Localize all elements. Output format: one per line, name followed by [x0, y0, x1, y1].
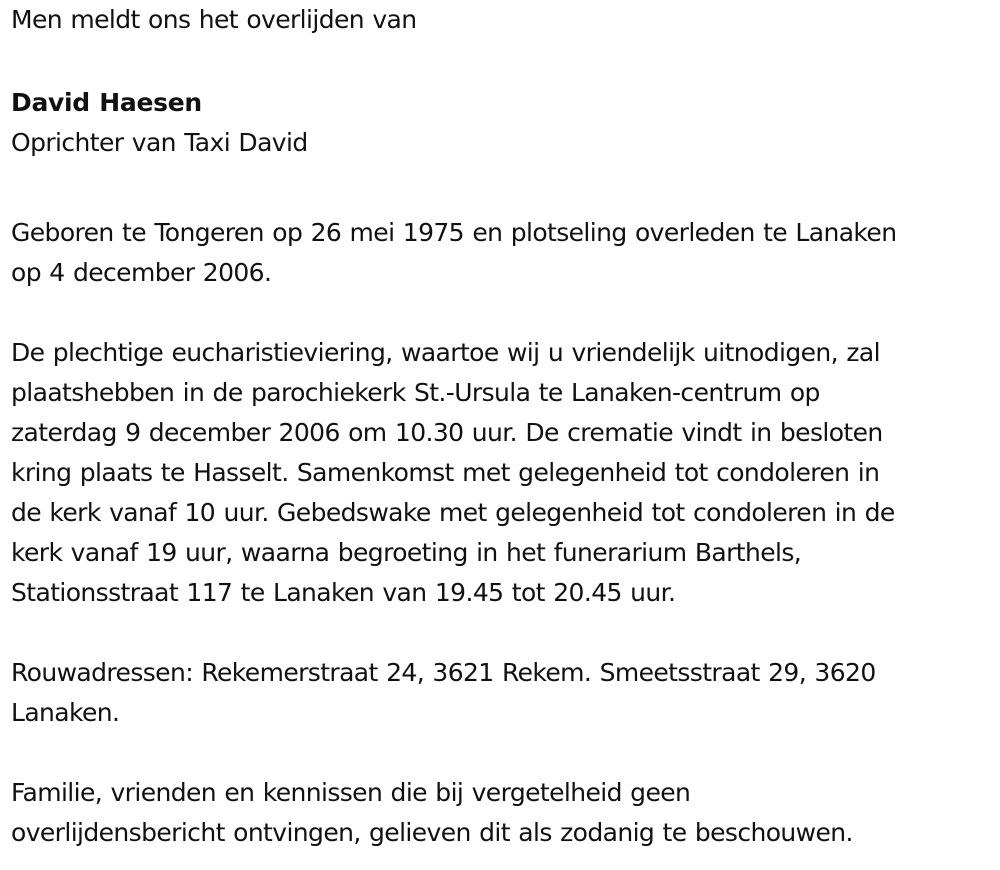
birth-paragraph — [11, 173, 991, 293]
ceremony-paragraph — [11, 293, 991, 613]
paragraph-line: op 4 december 2006. — [11, 258, 272, 287]
paragraph-line: overlijdensbericht ontvingen, gelieven dit als zodanig te beschouwen. — [11, 818, 853, 847]
paragraph-line: Rouwadressen: Rekemerstraat 24, 3621 Rekem. Smeetsstraat 29, 3620 — [11, 658, 876, 687]
paragraph-line: Stationsstraat 117 te Lanaken van 19.45 tot 20.45 uur. — [11, 578, 676, 607]
deceased-subtitle: Oprichter van Taxi David — [11, 128, 308, 157]
paragraph-line: plaatshebben in de parochiekerk St.-Ursula te Lanaken-centrum op — [11, 378, 820, 407]
spacer — [11, 293, 991, 333]
death-notice — [11, 0, 991, 847]
intro-text: Men meldt ons het overlijden van — [11, 5, 417, 34]
paragraph-line: Geboren te Tongeren op 26 mei 1975 en plotseling overleden te Lanaken — [11, 218, 897, 247]
paragraph-line: zaterdag 9 december 2006 om 10.30 uur. De crematie vindt in besloten — [11, 418, 883, 447]
spacer — [11, 613, 991, 653]
spacer — [11, 173, 991, 213]
paragraph-line: Familie, vrienden en kennissen die bij vergetelheid geen — [11, 778, 691, 807]
family-paragraph — [11, 733, 991, 853]
paragraph-line: kring plaats te Hasselt. Samenkomst met gelegenheid tot condoleren in — [11, 458, 880, 487]
spacer — [11, 733, 991, 773]
paragraph-line: De plechtige eucharistieviering, waartoe wij u vriendelijk uitnodigen, zal — [11, 338, 880, 367]
paragraph-line: de kerk vanaf 10 uur. Gebedswake met gelegenheid tot condoleren in de — [11, 498, 895, 527]
deceased-name: David Haesen — [11, 88, 202, 117]
addresses-paragraph — [11, 613, 991, 733]
spacer — [11, 40, 991, 80]
paragraph-line: kerk vanaf 19 uur, waarna begroeting in het funerarium Barthels, — [11, 538, 802, 567]
paragraph-line: Lanaken. — [11, 698, 120, 727]
